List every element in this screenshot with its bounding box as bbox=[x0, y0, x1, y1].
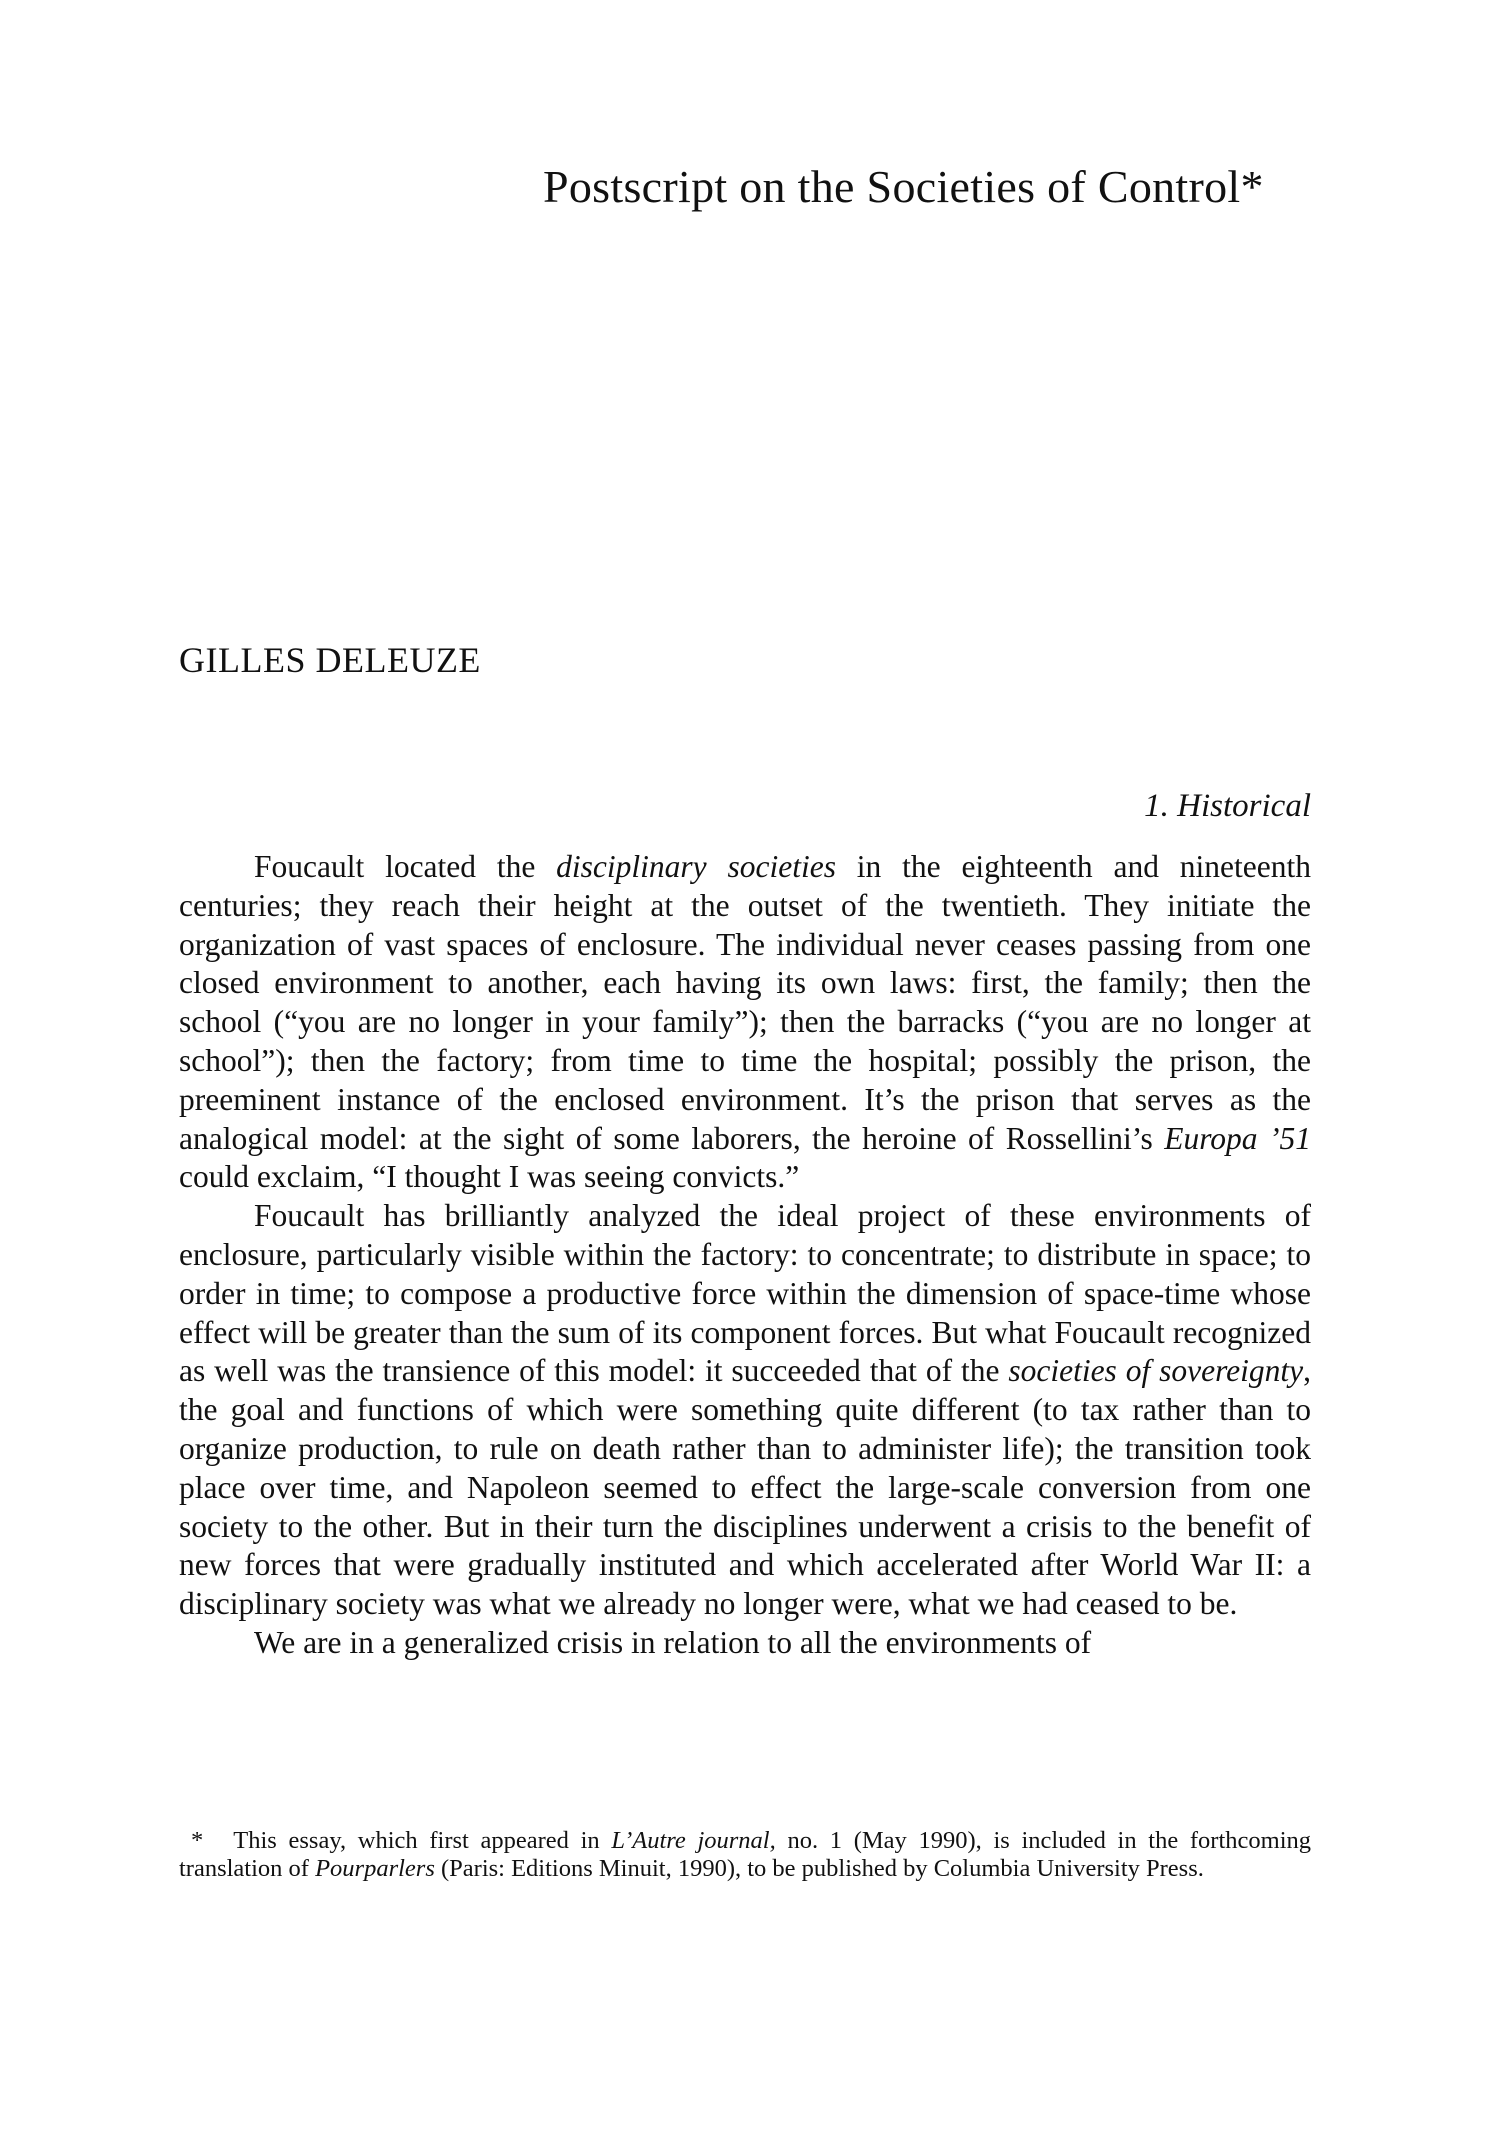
section-heading bbox=[1144, 788, 1311, 825]
italic-text: L’Autre journal, bbox=[611, 1827, 776, 1854]
text-run: , the goal and functions of which were something quite different (to tax rather than to organize production, to rule on death rather than to administer life); the transition took place over time, and Napoleon seemed to effect the large-scale conversion from one society to the other. But in their turn the disciplines underwent a crisis to the benefit of new forces that were gradually instituted and which accelerated after World War II: a disciplinary society was what we already no longer were, what we had ceased to be. bbox=[179, 1353, 1311, 1622]
footnote-text bbox=[179, 1827, 1311, 1882]
footnote bbox=[179, 1827, 1311, 1883]
paragraph bbox=[179, 1624, 1311, 1663]
text-run: no. 1 (May 1990), is included in the forthcoming translation of bbox=[179, 1827, 1312, 1882]
section-name: Historical bbox=[1177, 788, 1311, 824]
page-title: Postscript on the Societies of Control* bbox=[543, 161, 1264, 212]
text-run: We are in a generalized crisis in relation to all the environments of bbox=[254, 1624, 1092, 1660]
text-run: (Paris: Editions Minuit, 1990), to be published by Columbia University Press. bbox=[434, 1855, 1204, 1882]
paragraph bbox=[179, 1197, 1311, 1624]
section-number: 1. bbox=[1144, 788, 1169, 824]
text-run: Foucault has brilliantly analyzed the ideal project of these environments of enclosure, particularly visible within the factory: to concentrate; to distribute in space; to order in time; to compose a productive force within the dimension of space-time whose effect will be greater than the sum of its component forces. But what Foucault recognized as well was the transience of this model: it succeeded that of the bbox=[179, 1198, 1311, 1389]
italic-text: disciplinary societies bbox=[556, 849, 836, 884]
author-name: GILLES DELEUZE bbox=[179, 640, 481, 680]
italic-text: societies of sovereignty bbox=[1008, 1353, 1304, 1389]
paragraph bbox=[179, 848, 1311, 1197]
italic-text: Europa ’51 bbox=[1164, 1120, 1312, 1156]
italic-text: Pourparlers bbox=[315, 1855, 435, 1882]
text-run: Foucault located the bbox=[254, 849, 557, 884]
footnote-marker: * bbox=[191, 1827, 204, 1854]
body-text bbox=[179, 848, 1311, 1663]
text-run: This essay, which first appeared in bbox=[233, 1827, 612, 1854]
text-run: in the eighteenth and nineteenth centuries; they reach their height at the outset of the twentieth. They initiate the organization of vast spaces of enclosure. The individual never ceases passing from one closed environment to another, each having its own laws: first, the family; then the school (“you are no longer in your family”); then the barracks (“you are no longer at school”); then the factory; from time to time the hospital; possibly the prison, the preeminent instance of the enclosed environment. It’s the prison that serves as the analogical model: at the sight of some laborers, the heroine of Rossellini’s bbox=[179, 849, 1311, 1156]
text-run: could exclaim, “I thought I was seeing convicts.” bbox=[179, 1159, 800, 1195]
